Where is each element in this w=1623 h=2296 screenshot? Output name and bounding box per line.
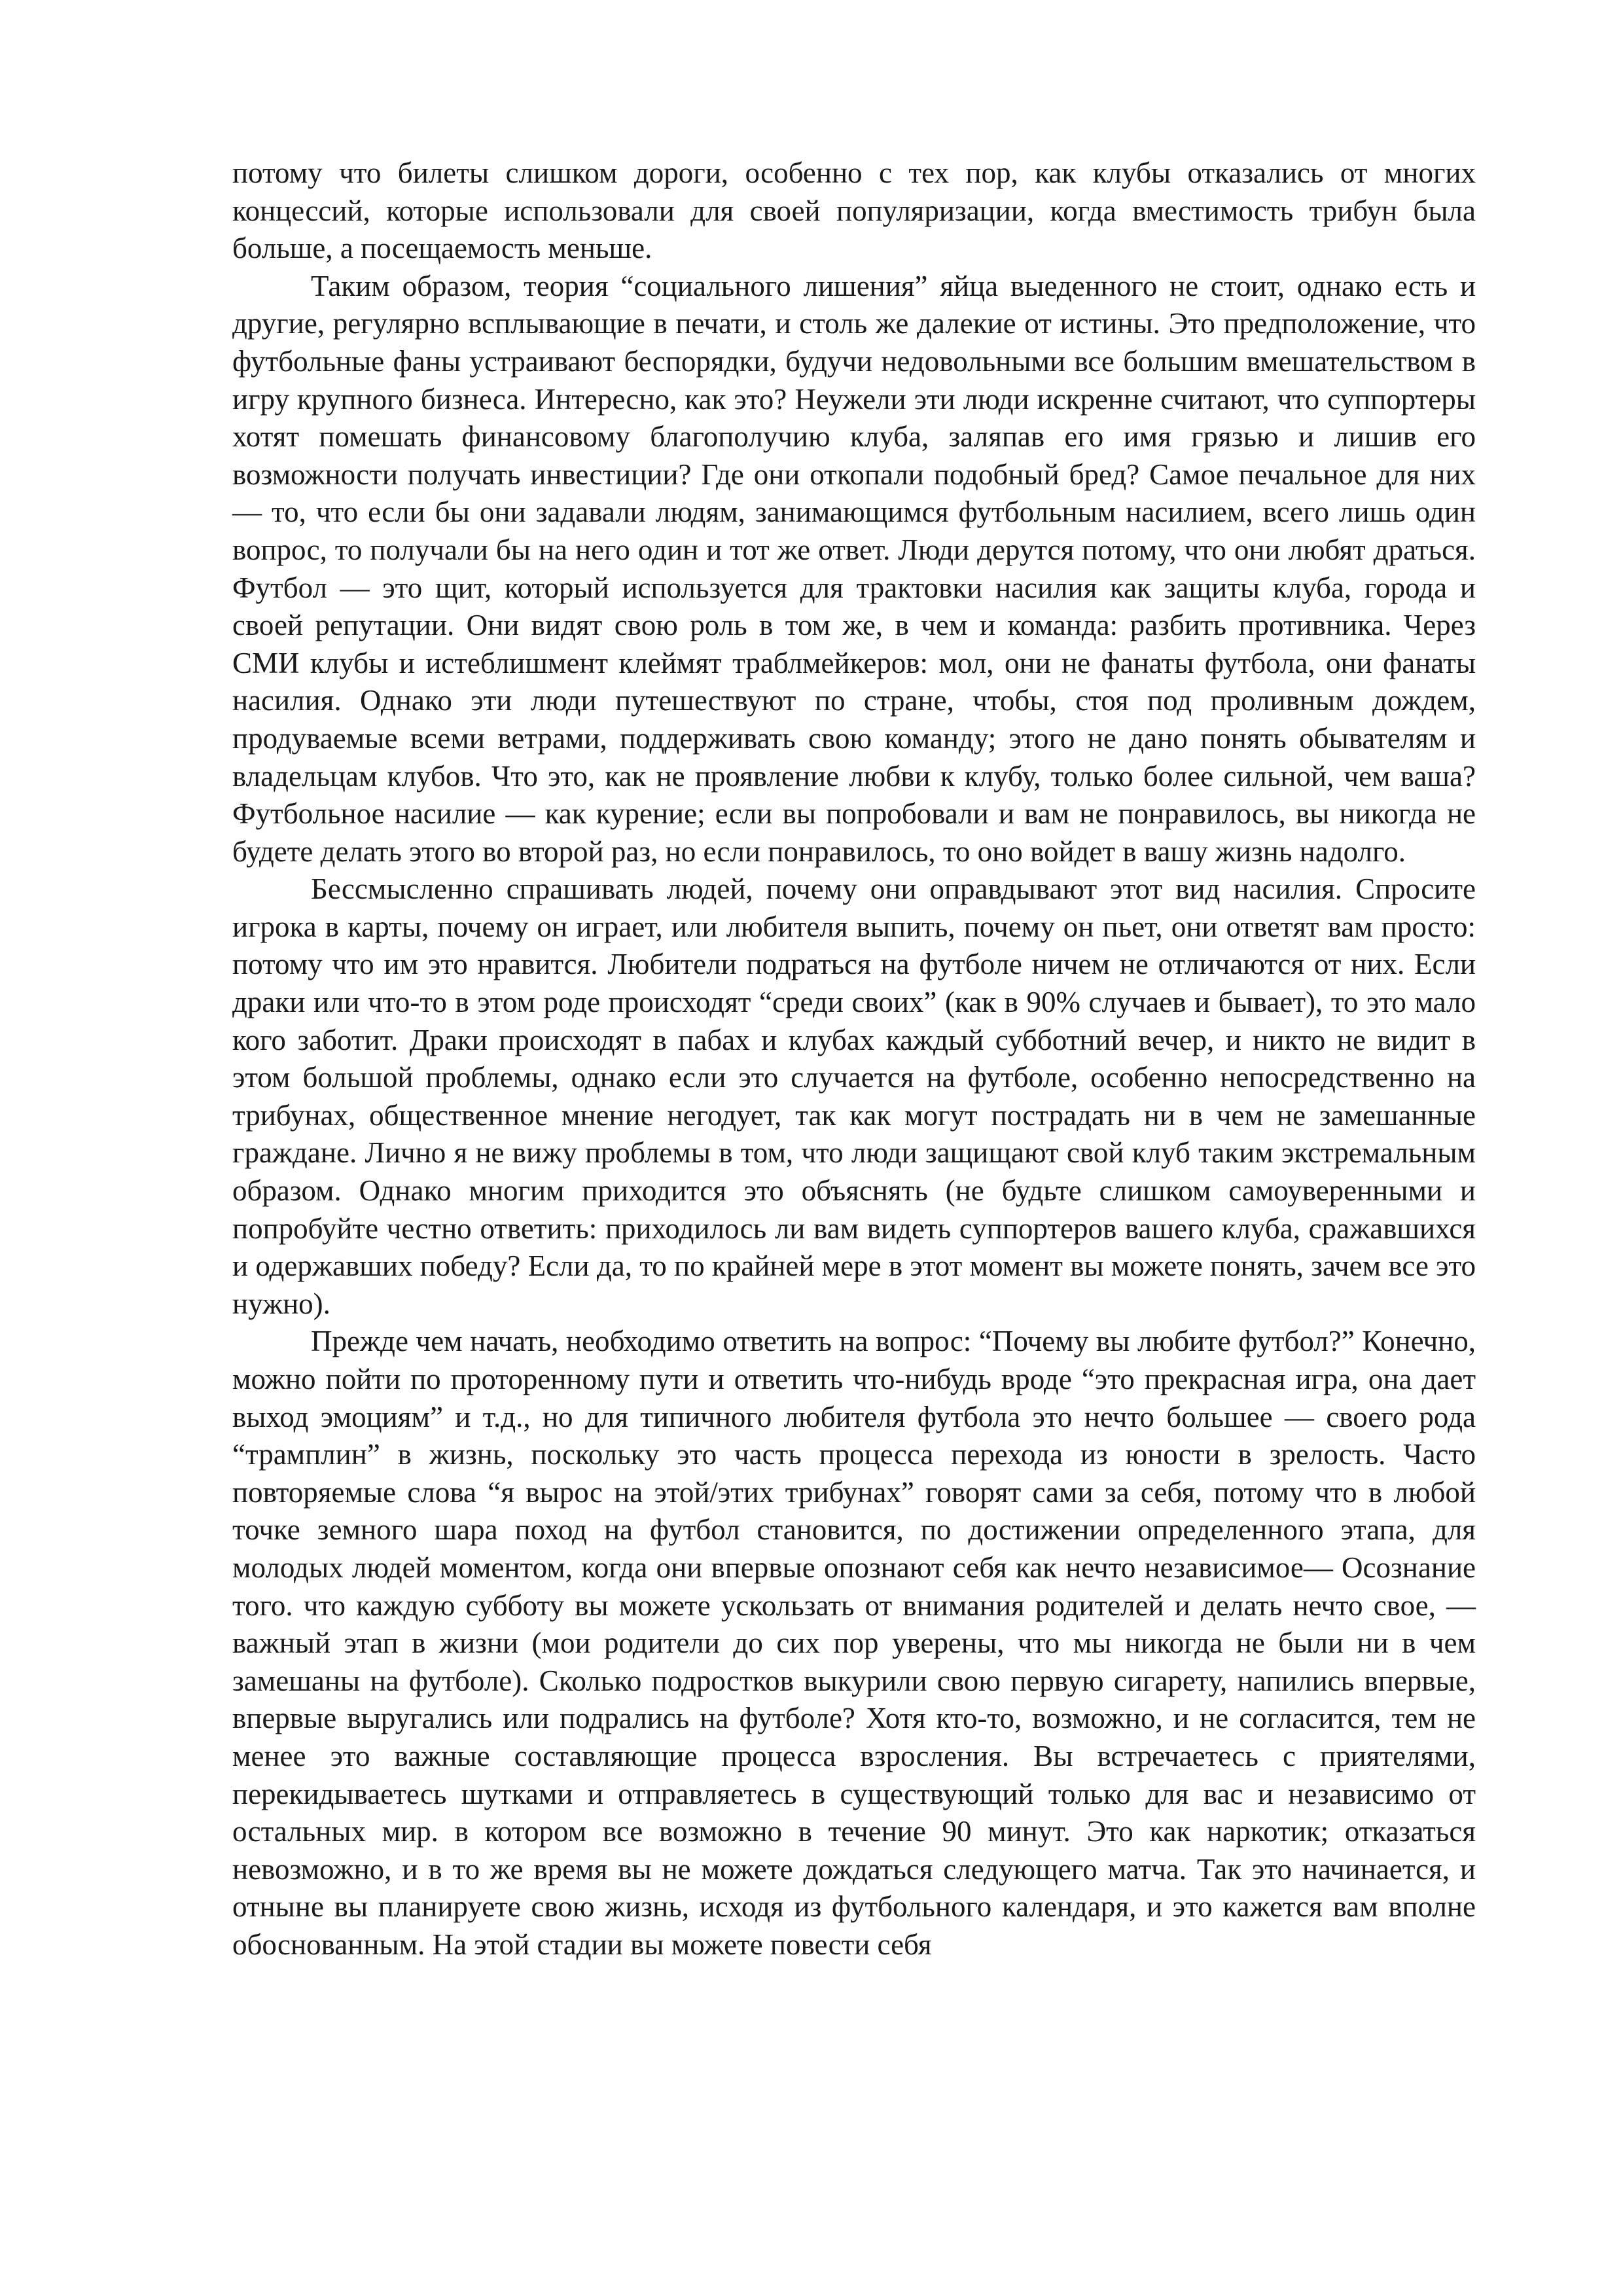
- text-body: [232, 154, 1476, 1964]
- paragraph-social-deprivation: Таким образом, теория “социального лишения” яйца выеденного не стоит, однако есть и другие, регулярно всплывающие в печати, и столь же далекие от истины. Это предположение, что футбольные фаны устраивают беспорядки, будучи недовольными все большим вмешательством в игру крупного бизнеса. Интересно, как это? Неужели эти люди искренне считают, что суппортеры хотят помешать финансовому благополучию клуба, заляпав его имя грязью и лишив его возможности получать инвестиции? Где они откопали подобный бред? Самое печальное для них — то, что если бы они задавали людям, занимающимся футбольным насилием, всего лишь один вопрос, то получали бы на него один и тот же ответ. Люди дерутся потому, что они любят драться. Футбол — это щит, который используется для трактовки насилия как защиты клуба, города и своей репутации. Они видят свою роль в том же, в чем и команда: разбить противника. Через СМИ клубы и истеблишмент клеймят траблмейкеров: мол, они не фанаты футбола, они фанаты насилия. Однако эти люди путешествуют по стране, чтобы, стоя под проливным дождем, продуваемые всеми ветрами, поддерживать свою команду; этого не дано понять обывателям и владельцам клубов. Что это, как не проявление любви к клубу, только более сильной, чем ваша? Футбольное насилие — как курение; если вы попробовали и вам не понравилось, вы никогда не будете делать этого во второй раз, но если понравилось, то оно войдет в вашу жизнь надолго.: [232, 269, 1476, 868]
- paragraph-continuation: потому что билеты слишком дороги, особенно с тех пор, как клубы отказались от многих концессий, которые использовали для своей популяризации, когда вместимость трибун была больше, а посещаемость меньше.: [232, 156, 1476, 265]
- paragraph-pointless-to-ask: Бессмысленно спрашивать людей, почему они оправдывают этот вид насилия. Спросите игрока в карты, почему он играет, или любителя выпить, почему он пьет, они ответят вам просто: потому что им это нравится. Любители подраться на футболе ничем не отличаются от них. Если драки или что-то в этом роде происходят “среди своих” (как в 90% случаев и бывает), то это мало кого заботит. Драки происходят в пабах и клубах каждый субботний вечер, и никто не видит в этом большой проблемы, однако если это случается на футболе, особенно непосредственно на трибунах, общественное мнение негодует, так как могут пострадать ни в чем не замешанные граждане. Лично я не вижу проблемы в том, что люди защищают свой клуб таким экстремальным образом. Однако многим приходится это объяснять (не будьте слишком самоуверенными и попробуйте честно ответить: приходилось ли вам видеть суппортеров вашего клуба, сражавшихся и одержавших победу? Если да, то по крайней мере в этот момент вы можете понять, зачем все это нужно).: [232, 872, 1476, 1320]
- paragraph-why-love-football: Прежде чем начать, необходимо ответить на вопрос: “Почему вы любите футбол?” Конечно, можно пойти по проторенному пути и ответить что-нибудь вроде “это прекрасная игра, она дает выход эмоциям” и т.д., но для типичного любителя футбола это нечто большее — своего рода “трамплин” в жизнь, поскольку это часть процесса перехода из юности в зрелость. Часто повторяемые слова “я вырос на этой/этих трибунах” говорят сами за себя, потому что в любой точке земного шара поход на футбол становится, по достижении определенного этапа, для молодых людей моментом, когда они впервые опознают себя как нечто независимое— Осознание того. что каждую субботу вы можете ускользать от внимания родителей и делать нечто свое, — важный этап в жизни (мои родители до сих пор уверены, что мы никогда не были ни в чем замешаны на футболе). Сколько подростков выкурили свою первую сигарету, напились впервые, впервые выругались или подрались на футболе? Хотя кто-то, возможно, и не согласится, тем не менее это важные составляющие процесса взросления. Вы встречаетесь с приятелями, перекидываетесь шутками и отправляетесь в существующий только для вас и независимо от остальных мир. в котором все возможно в течение 90 минут. Это как наркотик; отказаться невозможно, и в то же время вы не можете дождаться следующего матча. Так это начинается, и отныне вы планируете свою жизнь, исходя из футбольного календаря, и это кажется вам вполне обоснованным. На этой стадии вы можете повести себя: [232, 1325, 1476, 1961]
